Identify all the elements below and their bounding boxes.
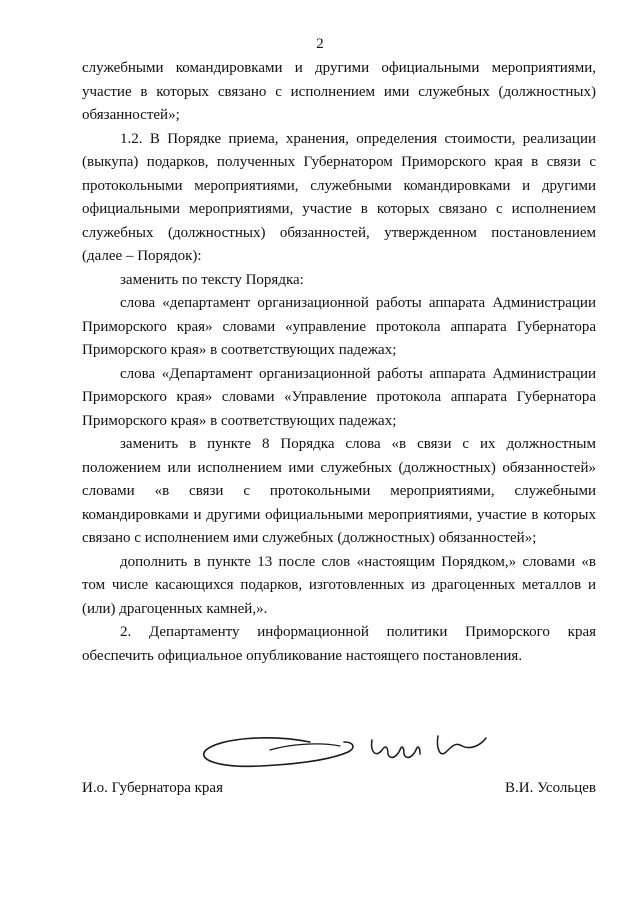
paragraph-add-point-13: дополнить в пункте 13 после слов «настоящим Порядком,» словами «в том числе касающихся подарков, изготовленных из драгоценных металлов и (или) драгоценных камней,». xyxy=(82,553,596,617)
paragraph-continuation: служебными командировками и другими официальными мероприятиями, участие в которых связано с исполнением ими служебных (должностных) обязанностей»; xyxy=(82,60,596,123)
paragraph-replace-words-upper: слова «Департамент организационной работы аппарата Администрации Приморского края» словами «Управление протокола аппарата Губернатора Приморского края» в соответствующих падежах; xyxy=(82,365,596,429)
paragraph-replace-text: заменить по тексту Порядка: xyxy=(120,271,304,288)
signatory-position: И.о. Губернатора края xyxy=(82,780,223,796)
document-body xyxy=(82,57,596,668)
paragraph-1-2: 1.2. В Порядке приема, хранения, определения стоимости, реализации (выкупа) подарков, полученных Губернатором Приморского края в связи с протокольными мероприятиями, служебными командировками и другими официальными мероприятиями, участие в которых связано с исполнением служебных (должностных) обязанностей, утвержденном постановлением (далее – Порядок): xyxy=(82,130,596,264)
page-number: 2 xyxy=(316,36,324,52)
handwritten-signature xyxy=(190,720,500,780)
paragraph-2-publication: 2. Департаменту информационной политики Приморского края обеспечить официальное опубликование настоящего постановления. xyxy=(82,624,596,664)
signature-block xyxy=(82,780,596,797)
paragraph-replace-words-lower: слова «департамент организационной работы аппарата Администрации Приморского края» словами «управление протокола аппарата Губернатора Приморского края» в соответствующих падежах; xyxy=(82,295,596,358)
signatory-name: В.И. Усольцев xyxy=(505,780,596,796)
paragraph-replace-point-8: заменить в пункте 8 Порядка слова «в связи с их должностным положением или исполнением ими служебных (должностных) обязанностей» словами «в связи с протокольными мероприятиями, служебными командировками и другими официальными мероприятиями, участие в которых связано с исполнением ими служебных (должностных) обязанностей»; xyxy=(82,436,596,546)
